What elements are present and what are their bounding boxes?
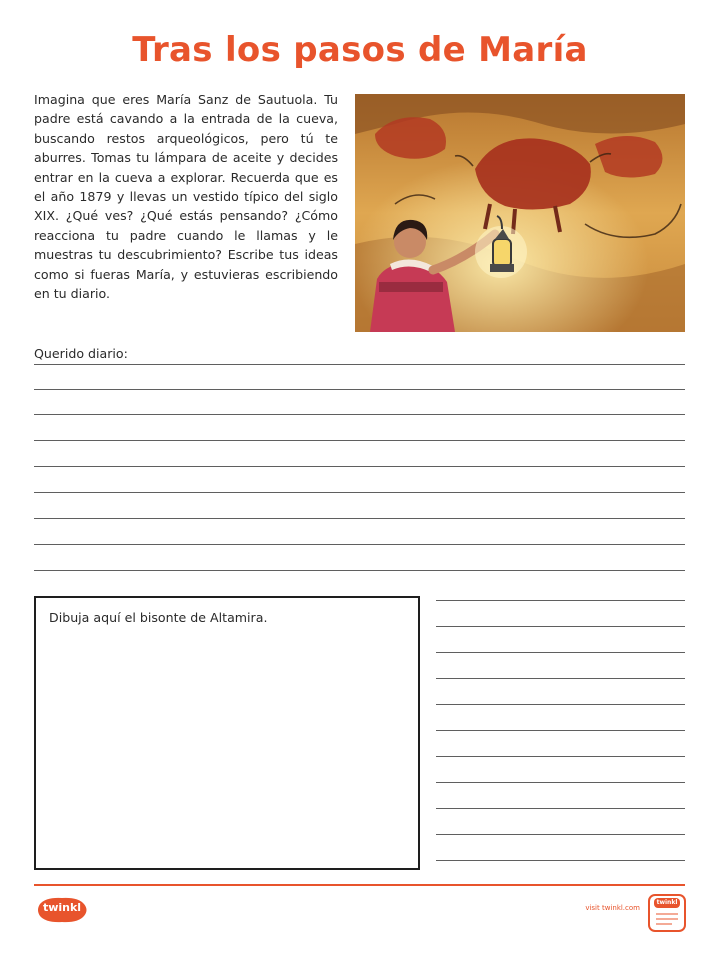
- twinkl-logo: [34, 896, 90, 924]
- diary-greeting: Querido diario:: [34, 346, 128, 361]
- intro-paragraph: Imagina que eres María Sanz de Sautuola. Tu padre está cavando a la entrada de la cueva, buscando restos arqueológicos, pero tú te aburres. Tomas tu lámpara de aceite y decides entrar en la cueva a explorar. Recuerda que es el año 1879 y llevas un vestido típico del siglo XIX. ¿Qué ves? ¿Qué estás pensando? ¿Cómo reacciona tu padre cuando le llamas y le muestras tu descubrimiento? Escribe tus ideas como si fueras María, y estuvieras escribiendo en tu diario.: [34, 92, 338, 302]
- worksheet-title: Tras los pasos de María: [132, 30, 588, 70]
- writing-line[interactable]: [34, 544, 685, 545]
- writing-line[interactable]: [34, 518, 685, 519]
- quality-badge: [648, 894, 686, 932]
- writing-line[interactable]: [436, 704, 685, 705]
- writing-line[interactable]: [436, 834, 685, 835]
- writing-line[interactable]: [34, 492, 685, 493]
- writing-line[interactable]: [436, 756, 685, 757]
- writing-line[interactable]: [34, 440, 685, 441]
- drawing-box[interactable]: [34, 596, 420, 870]
- writing-line[interactable]: [34, 364, 685, 365]
- writing-line[interactable]: [34, 466, 685, 467]
- writing-line[interactable]: [436, 730, 685, 731]
- writing-line[interactable]: [436, 652, 685, 653]
- site-url[interactable]: visit twinkl.com: [585, 904, 640, 912]
- writing-line[interactable]: [436, 782, 685, 783]
- writing-line[interactable]: [436, 600, 685, 601]
- badge-text: twinkl: [656, 899, 678, 906]
- footer-divider: [34, 884, 685, 886]
- drawing-prompt: Dibuja aquí el bisonte de Altamira.: [49, 610, 268, 625]
- writing-line[interactable]: [436, 808, 685, 809]
- logo-text: twinkl: [42, 901, 82, 914]
- writing-line[interactable]: [436, 678, 685, 679]
- writing-line[interactable]: [436, 626, 685, 627]
- cave-illustration: [355, 94, 685, 332]
- writing-line[interactable]: [34, 389, 685, 390]
- writing-line[interactable]: [34, 414, 685, 415]
- writing-line[interactable]: [436, 860, 685, 861]
- writing-line[interactable]: [34, 570, 685, 571]
